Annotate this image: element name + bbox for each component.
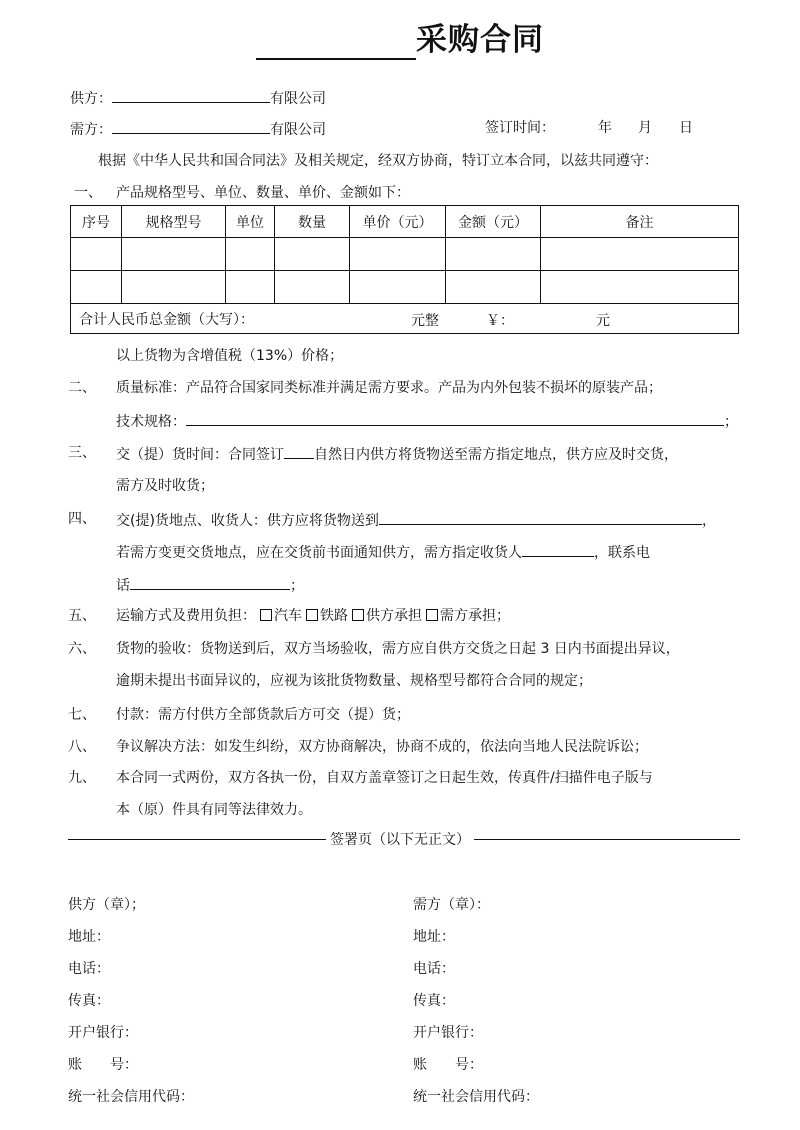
- table-cell[interactable]: [541, 238, 739, 271]
- supplier-name-blank[interactable]: [112, 87, 270, 103]
- consignee-blank[interactable]: [522, 541, 594, 557]
- buyer-name-blank[interactable]: [112, 118, 270, 134]
- supplier-label: 供方：: [70, 91, 112, 107]
- delivery-time-label: 交（提）货时间：合同签订: [116, 447, 284, 463]
- table-cell[interactable]: [350, 271, 446, 304]
- delivery-location-blank[interactable]: [379, 509, 702, 525]
- section4-line3: [116, 574, 304, 596]
- section9-num: 九、: [68, 770, 96, 786]
- table-row: [71, 238, 739, 271]
- section4-line2: [116, 541, 650, 563]
- phone-end: ；: [290, 578, 304, 594]
- col-header-qty: 数量: [275, 206, 350, 238]
- sig-left-seal: 供方（章）；: [68, 897, 145, 913]
- section2-line1: 质量标准：产品符合国家同类标准并满足需方要求。产品为内外包装不损坏的原装产品；: [116, 380, 662, 396]
- col-header-unit: 单位: [226, 206, 275, 238]
- phone-blank[interactable]: [130, 574, 290, 590]
- section5-num: 五、: [68, 608, 96, 624]
- table-cell[interactable]: [71, 238, 122, 271]
- sig-right-phone: 电话：: [413, 961, 455, 977]
- sig-left-fax: 传真：: [68, 993, 110, 1009]
- section4-num: 四、: [68, 511, 96, 527]
- total-cell[interactable]: [71, 304, 739, 334]
- section3-line2: 需方及时收货；: [116, 478, 214, 494]
- tax-note: 以上货物为含增值税（13%）价格；: [116, 348, 344, 364]
- checkbox-truck[interactable]: [260, 609, 272, 621]
- sign-month: 月: [638, 120, 652, 136]
- table-cell[interactable]: [71, 271, 122, 304]
- section2-line2: [116, 410, 738, 432]
- section6-num: 六、: [68, 641, 96, 657]
- section6-line2: 逾期未提出书面异议的，应视为该批货物数量、规格型号都符合合同的规定；: [116, 673, 592, 689]
- section9-line2: 本（原）件具有同等法律效力。: [116, 802, 312, 818]
- section6-line1: 货物的验收：货物送到后，双方当场验收，需方应自供方交货之日起 3 日内书面提出异议，: [116, 641, 680, 657]
- tech-spec-blank[interactable]: [186, 410, 724, 426]
- col-header-amount: 金额（元）: [446, 206, 541, 238]
- sign-day: 日: [679, 120, 693, 136]
- consignee-text: 若需方变更交货地点，应在交货前书面通知供方，需方指定收货人: [116, 545, 522, 561]
- table-cell[interactable]: [122, 271, 226, 304]
- table-row: [71, 271, 739, 304]
- sig-left-address: 地址：: [68, 929, 110, 945]
- section7-num: 七、: [68, 707, 96, 723]
- total-yuan-zheng: 元整: [411, 313, 439, 329]
- col-header-index: 序号: [71, 206, 122, 238]
- section4-line1: [116, 509, 716, 531]
- signature-divider-label: 签署页（以下无正文）: [326, 832, 474, 848]
- sig-right-address: 地址：: [413, 929, 455, 945]
- delivery-days-blank[interactable]: [284, 443, 314, 459]
- sig-right-bank: 开户银行：: [413, 1025, 483, 1041]
- checkbox-supplier-bears[interactable]: [352, 609, 364, 621]
- section1-text: 产品规格型号、单位、数量、单价、金额如下：: [116, 185, 410, 201]
- delivery-location-label: 交(提)货地点、收货人：供方应将货物送到: [116, 513, 379, 529]
- option-truck: 汽车: [274, 608, 302, 624]
- supplier-suffix: 有限公司: [270, 91, 326, 107]
- tech-spec-label: 技术规格：: [116, 414, 186, 430]
- section7-text: 付款：需方付供方全部货款后方可交（提）货；: [116, 707, 410, 723]
- signature-divider: [0, 829, 800, 849]
- table-cell[interactable]: [275, 238, 350, 271]
- section8-text: 争议解决方法：如发生纠纷，双方协商解决，协商不成的，依法向当地人民法院诉讼；: [116, 739, 648, 755]
- sig-right-seal: 需方（章）：: [413, 897, 490, 913]
- total-currency: ￥：: [486, 313, 514, 329]
- sig-left-credit-code: 统一社会信用代码：: [68, 1089, 194, 1105]
- table-cell[interactable]: [122, 238, 226, 271]
- section1-num: 一、: [74, 185, 102, 201]
- col-header-price: 单价（元）: [350, 206, 446, 238]
- sign-time: [485, 118, 555, 138]
- option-rail: 铁路: [320, 608, 348, 624]
- section9-line1: 本合同一式两份，双方各执一份，自双方盖章签订之日起生效，传真件/扫描件电子版与: [116, 770, 653, 786]
- page-title: 采购合同: [416, 22, 544, 58]
- section3-line1: [116, 443, 678, 465]
- intro-text: 根据《中华人民共和国合同法》及相关规定，经双方协商，特订立本合同，以兹共同遵守：: [98, 153, 658, 169]
- goods-table: [70, 205, 739, 334]
- total-label: 合计人民币总金额（大写）：: [79, 311, 254, 328]
- section2-num: 二、: [68, 380, 96, 396]
- sig-right-account: 账 号：: [413, 1057, 483, 1073]
- tech-spec-end: ；: [724, 414, 738, 430]
- sig-left-bank: 开户银行：: [68, 1025, 138, 1041]
- table-cell[interactable]: [226, 271, 275, 304]
- buyer-suffix: 有限公司: [270, 122, 326, 138]
- table-header-row: [71, 206, 739, 238]
- section8-num: 八、: [68, 739, 96, 755]
- checkbox-buyer-bears[interactable]: [426, 609, 438, 621]
- buyer-label: 需方：: [70, 122, 112, 138]
- section5-line: [116, 606, 510, 626]
- table-cell[interactable]: [275, 271, 350, 304]
- sig-right-credit-code: 统一社会信用代码：: [413, 1089, 539, 1105]
- total-yuan: 元: [596, 313, 610, 329]
- transport-label: 运输方式及费用负担：: [116, 608, 256, 624]
- delivery-location-end: ，: [701, 513, 716, 529]
- col-header-spec: 规格型号: [122, 206, 226, 238]
- sig-right-fax: 传真：: [413, 993, 455, 1009]
- sign-time-label: 签订时间：: [485, 120, 555, 136]
- sig-left-phone: 电话：: [68, 961, 110, 977]
- buyer-line: [70, 118, 326, 140]
- col-header-remark: 备注: [541, 206, 739, 238]
- sig-left-account: 账 号：: [68, 1057, 138, 1073]
- section3-num: 三、: [68, 445, 96, 461]
- option-buyer-bears: 需方承担；: [440, 608, 510, 624]
- contact-phone-text: ，联系电: [594, 545, 650, 561]
- option-supplier-bears: 供方承担: [366, 608, 422, 624]
- checkbox-rail[interactable]: [306, 609, 318, 621]
- table-cell[interactable]: [226, 238, 275, 271]
- title-row: [0, 18, 800, 60]
- phone-text: 话: [116, 578, 130, 594]
- table-cell[interactable]: [350, 238, 446, 271]
- sign-year: 年: [598, 120, 612, 136]
- delivery-time-text: 自然日内供方将货物送至需方指定地点，供方应及时交货，: [314, 447, 678, 463]
- table-cell[interactable]: [446, 238, 541, 271]
- supplier-line: [70, 87, 326, 109]
- table-cell[interactable]: [541, 271, 739, 304]
- title-blank-line[interactable]: [256, 18, 416, 60]
- table-total-row: [71, 304, 739, 334]
- table-cell[interactable]: [446, 271, 541, 304]
